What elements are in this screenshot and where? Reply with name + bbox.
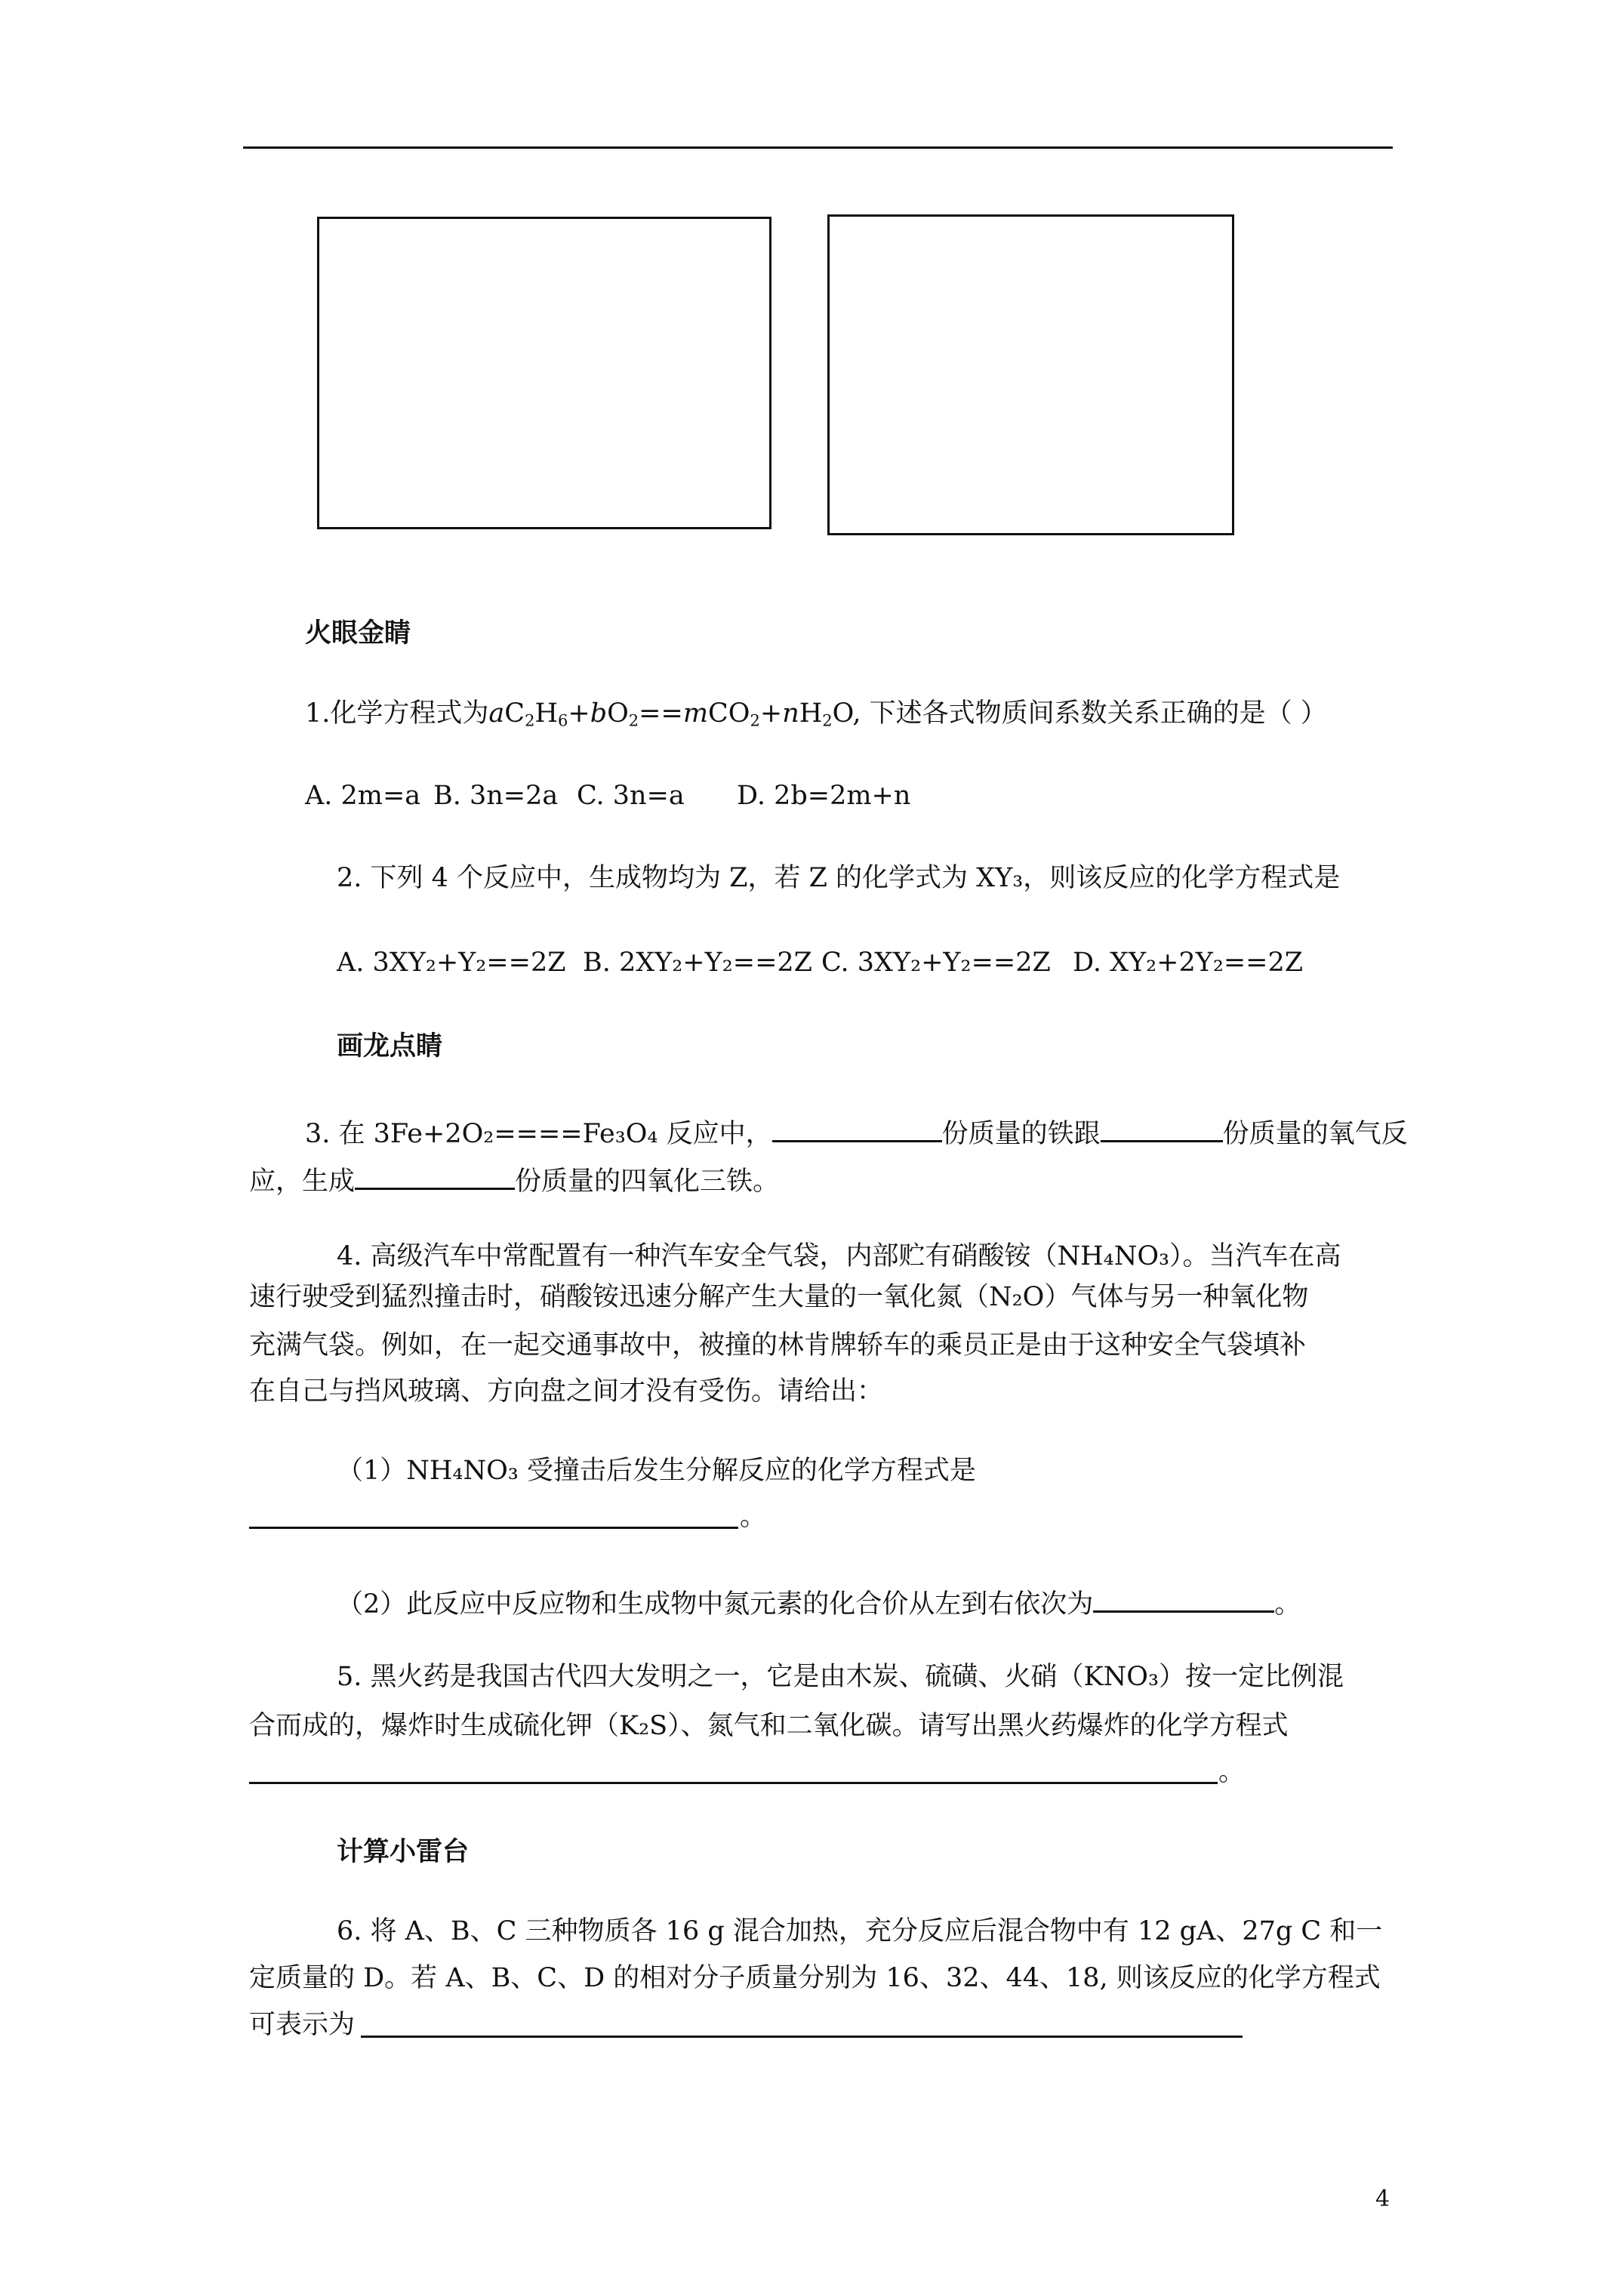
answer-blank[interactable] [361, 2036, 1243, 2038]
q1-option-d: D. 2b=2m+n [737, 781, 911, 811]
question-2: 2. 下列 4 个反应中，生成物均为 Z，若 Z 的化学式为 XY₃，则该反应的化学方程式是 [337, 863, 1341, 893]
question-6-line-3: 可表示为 [249, 2010, 356, 2040]
punctuation: 。 [740, 1502, 767, 1532]
question-6-line-2: 定质量的 D。若 A、B、C、D 的相对分子质量分别为 16、32、44、18, 则该反应的化学方程式 [249, 1963, 1381, 1993]
question-1: 1.化学方程式为$aC_2H_6+bO_2==mCO_2+nH_2O$, 下述各式物质间系数关系正确的是（ ） [305, 698, 1327, 730]
question-4-line-2: 速行驶受到猛烈撞击时，硝酸铵迅速分解产生大量的一氧化氮（N₂O）气体与另一种氧化物 [249, 1282, 1309, 1312]
question-6-line-1: 6. 将 A、B、C 三种物质各 16 g 混合加热，充分反应后混合物中有 12 gA、27g C 和一 [337, 1916, 1383, 1946]
answer-blank[interactable] [249, 1782, 1218, 1784]
empty-figure-box-left [317, 217, 771, 529]
empty-figure-box-right [827, 214, 1234, 535]
q1-option-b: B. 3n=2a [433, 781, 559, 811]
q2-option-a: A. 3XY₂+Y₂==2Z [337, 948, 566, 978]
answer-blank[interactable] [1101, 1114, 1223, 1142]
question-4-line-4: 在自己与挡风玻璃、方向盘之间才没有受伤。请给出： [249, 1376, 884, 1407]
question-3-line-2: 应，生成 份质量的四氧化三铁。 [249, 1162, 779, 1195]
q2-option-b: B. 2XY₂+Y₂==2Z [583, 948, 812, 978]
question-4-line-1: 4. 高级汽车中常配置有一种汽车安全气袋，内部贮有硝酸铵（NH₄NO₃）。当汽车在高 [337, 1241, 1341, 1271]
q1-option-a: A. 2m=a [305, 781, 421, 811]
section-heading-3: 计算小雷台 [337, 1837, 470, 1867]
q2-option-c: C. 3XY₂+Y₂==2Z [821, 948, 1051, 978]
question-5-line-1: 5. 黑火药是我国古代四大发明之一，它是由木炭、硫磺、火硝（KNO₃）按一定比例混 [337, 1662, 1344, 1692]
answer-blank[interactable] [249, 1527, 738, 1529]
question-3-line-1: 3. 在 3Fe+2O₂====Fe₃O₄ 反应中， 份质量的铁跟 份质量的氧气反 [305, 1114, 1408, 1148]
punctuation: 。 [1218, 1757, 1246, 1787]
section-heading-2: 画龙点睛 [337, 1031, 443, 1062]
question-4-line-3: 充满气袋。例如，在一起交通事故中，被撞的林肯牌轿车的乘员正是由于这种安全气袋填补 [249, 1330, 1307, 1361]
header-rule [243, 146, 1393, 149]
answer-blank[interactable] [772, 1114, 942, 1142]
question-5-line-2: 合而成的，爆炸时生成硫化钾（K₂S）、氮气和二氧化碳。请写出黑火药爆炸的化学方程式 [249, 1711, 1289, 1741]
q1-option-c: C. 3n=a [577, 781, 685, 811]
section-heading-1: 火眼金睛 [305, 618, 411, 649]
page-number: 4 [1375, 2186, 1390, 2212]
question-4-part-2: （2）此反应中反应物和生成物中氮元素的化合价从左到右依次为 。 [337, 1585, 1301, 1618]
answer-blank[interactable] [1093, 1585, 1274, 1613]
question-4-part-1: （1）NH₄NO₃ 受撞击后发生分解反应的化学方程式是 [337, 1456, 976, 1486]
answer-blank[interactable] [355, 1162, 515, 1190]
q2-option-d: D. XY₂+2Y₂==2Z [1073, 948, 1304, 978]
